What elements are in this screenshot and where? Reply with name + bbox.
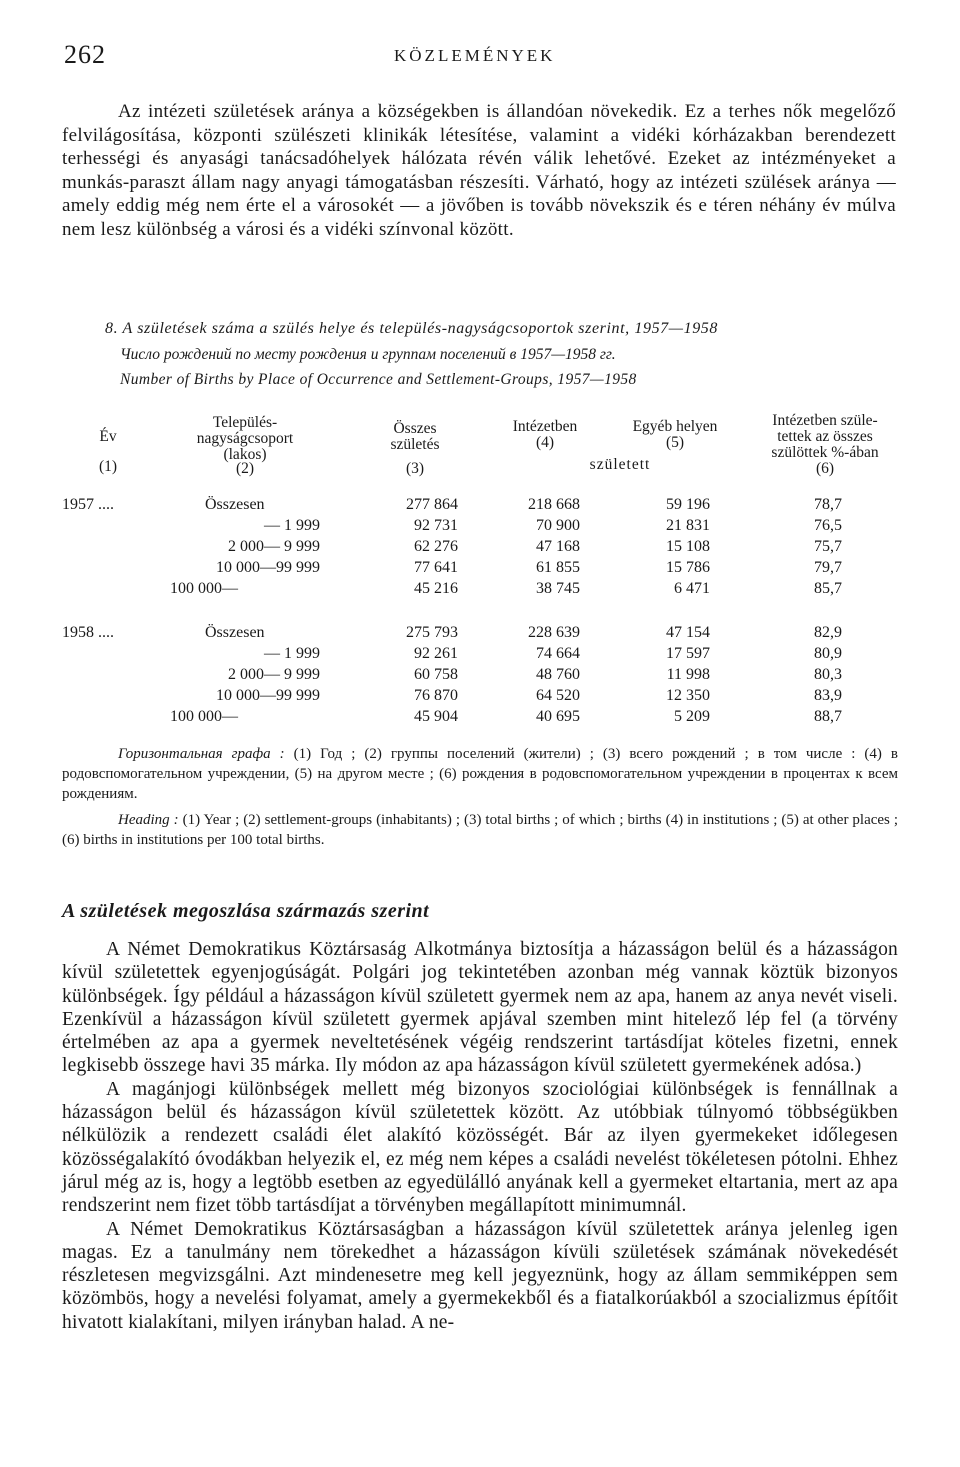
cell-percent: 82,9	[814, 624, 842, 641]
cell-total: 77 641	[414, 559, 458, 576]
intro-paragraph: Az intézeti születések aránya a községekben is állandóan növekedik. Ez a terhes nők megelőző felvilágosítása, központi szülészeti klinikák létesítése, valamint a vidéki kórházakban berendezett terhességi és anyasági tanácsadóhelyek hálózata révén válik lehetővé. Ezeket az intézményeket a munkás-paraszt állam nagy anyagi támogatásban részesíti. Várható, hogy az intézeti szülések aránya — amely eddig még nem érte el a városokét — a jövőben is tovább növekszik és e téren néhány év múlva nem lesz különbség a városi és a vidéki színvonal között.	[62, 101, 896, 240]
cell-total: 92 731	[414, 517, 458, 534]
cell-institution: 38 745	[536, 580, 580, 597]
header-year: Év	[99, 428, 117, 445]
note-russian	[62, 744, 898, 804]
header-pct-2: tettek az összes	[777, 428, 873, 445]
header-pct-3: szülöttek %-ában	[771, 444, 879, 461]
year-label: 1957 ....	[62, 496, 114, 513]
cell-other: 6 471	[674, 580, 710, 597]
header-group-3: (lakos)	[223, 446, 267, 463]
cell-institution: 64 520	[536, 687, 580, 704]
cell-total: 62 276	[414, 538, 458, 555]
cell-percent: 88,7	[814, 708, 842, 725]
running-title: KÖZLEMÉNYEK	[394, 46, 556, 65]
header-group-2: nagyságcsoport	[196, 430, 294, 447]
cell-institution: 40 695	[536, 708, 580, 725]
note-russian-lead: Горизонтальная графа :	[118, 746, 285, 762]
cell-institution: 47 168	[536, 538, 580, 555]
section-heading: A születések megoszlása származás szerint	[62, 900, 430, 922]
cell-other: 21 831	[666, 517, 710, 534]
cell-group: Összesen	[205, 624, 265, 641]
cell-total: 45 904	[414, 708, 458, 725]
header-inst-1: Intézetben	[512, 418, 578, 435]
cell-percent: 75,7	[814, 538, 842, 555]
cell-group: — 1 999	[264, 645, 320, 662]
cell-group: Összesen	[205, 496, 265, 513]
cell-group: 100 000—	[170, 580, 238, 597]
note-russian-text: (1) Год ; (2) группы поселений (жители) ; (3) всего рождений ; в том числе : (4) в родовспомогательном учреждении, (5) на другом месте ; (6) рождения в родовспомогательном учреждении в процентах к всем рождениям.	[62, 746, 898, 802]
body-paragraph: A magánjogi különbségek mellett még bizonyos szociológiai különbségek is fennállnak a házasságon belül és házasságon kívül születettek között. Az utóbbiak túlnyomó többségükben nélkülözik a rendezett családi élet alakító közösségét. Bár az ilyen gyermekeket időlegesen közösségalakító óvodákban helyezik el, ez még nem képes a családi nevelést tökéletesen pótolni. Ehhez járul még az is, hogy a legtöbb esetben az egyedülálló anyának kell a gyermeket eltartania, mert az apa rendszerint nem fizet több tartásdíjat a törvényben megállapított minimumnál.	[62, 1078, 898, 1217]
cell-percent: 85,7	[814, 580, 842, 597]
cell-percent: 80,9	[814, 645, 842, 662]
cell-other: 15 786	[666, 559, 710, 576]
cell-percent: 79,7	[814, 559, 842, 576]
cell-percent: 80,3	[814, 666, 842, 683]
note-english	[62, 810, 898, 850]
header-inst-no: (4)	[535, 434, 555, 451]
header-other-1: Egyéb helyen	[632, 418, 718, 435]
cell-group: 100 000—	[170, 708, 238, 725]
cell-group: 10 000—99 999	[216, 559, 320, 576]
cell-total: 92 261	[414, 645, 458, 662]
cell-institution: 48 760	[536, 666, 580, 683]
header-pct-no: (6)	[815, 460, 835, 477]
cell-total: 277 864	[406, 496, 458, 513]
header-born: született	[589, 456, 651, 473]
table-caption-ru: Число рождений по месту рождения и группам поселений в 1957—1958 гг.	[120, 346, 616, 363]
cell-total: 60 758	[414, 666, 458, 683]
cell-percent: 83,9	[814, 687, 842, 704]
cell-other: 5 209	[674, 708, 710, 725]
cell-total: 275 793	[406, 624, 458, 641]
cell-other: 11 998	[666, 666, 710, 683]
cell-institution: 218 668	[528, 496, 580, 513]
cell-other: 15 108	[666, 538, 710, 555]
cell-other: 12 350	[666, 687, 710, 704]
page-header	[64, 40, 894, 76]
cell-group: 2 000— 9 999	[228, 666, 320, 683]
header-pct-1: Intézetben szüle-	[772, 412, 878, 429]
section-body	[62, 938, 898, 1334]
header-total-1: Összes	[393, 420, 437, 437]
note-english-lead: Heading :	[118, 812, 179, 828]
cell-total: 45 216	[414, 580, 458, 597]
cell-other: 47 154	[666, 624, 710, 641]
cell-percent: 76,5	[814, 517, 842, 534]
header-group-1: Település-	[212, 414, 278, 431]
year-label: 1958 ....	[62, 624, 114, 641]
cell-institution: 70 900	[536, 517, 580, 534]
header-total-2: születés	[390, 436, 440, 453]
page-number: 262	[64, 40, 106, 69]
note-english-text: (1) Year ; (2) settlement-groups (inhabitants) ; (3) total births ; of which ; births (4) in institutions ; (5) at other places ; (6) births in institutions per 100 total births.	[62, 812, 899, 848]
body-paragraph: A Német Demokratikus Köztársaságban a házasságon kívül születettek aránya jelenleg igen magas. Ez a tanulmány nem törekedhet a házasságon kívüli születések számának növekedését részletesen megvizsgálni. Azt mindenesetre meg kell jegyeznünk, hogy az állam semmiképpen sem közömbös, hogy a nevelési folyamat, amely a gyermekekből és a fiatalkorúakból a szocializmus építőit hivatott kialakítani, milyen irányban halad. A ne-	[62, 1218, 898, 1333]
cell-institution: 74 664	[536, 645, 580, 662]
cell-other: 59 196	[666, 496, 710, 513]
cell-group: 2 000— 9 999	[228, 538, 320, 555]
cell-group: 10 000—99 999	[216, 687, 320, 704]
header-other-no: (5)	[665, 434, 685, 451]
header-year-no: (1)	[98, 458, 118, 475]
cell-percent: 78,7	[814, 496, 842, 513]
cell-institution: 61 855	[536, 559, 580, 576]
body-paragraph: A Német Demokratikus Köztársaság Alkotmánya biztosítja a házasságon belül és a házasságon kívül születettek egyenjogúságát. Polgári jog tekintetében azonban még vannak köztük bizonyos különbségek. Így például a házasságon kívül született gyermek nem az apa, hanem az anya nevét viseli. Ezenkívül a házasságon kívül született gyermek apjával szemben mint hitelező lép fel (a törvény értelmében az apa a gyermek neveltetésének végéig rendszerint tartásdíjat köteles fizetni, ennek legkisebb összege havi 35 márka. Ily módon az apa házasságon kívül született gyermekének adósa.)	[62, 939, 898, 1077]
cell-institution: 228 639	[528, 624, 580, 641]
header-group-no: (2)	[235, 460, 255, 477]
cell-total: 76 870	[414, 687, 458, 704]
cell-group: — 1 999	[264, 517, 320, 534]
header-total-no: (3)	[405, 460, 425, 477]
table-caption-en: Number of Births by Place of Occurrence and Settlement-Groups, 1957—1958	[120, 371, 637, 388]
table-caption-hu: 8. A születések száma a szülés helye és település-nagyságcsoportok szerint, 1957—1958	[105, 320, 719, 337]
cell-other: 17 597	[666, 645, 710, 662]
